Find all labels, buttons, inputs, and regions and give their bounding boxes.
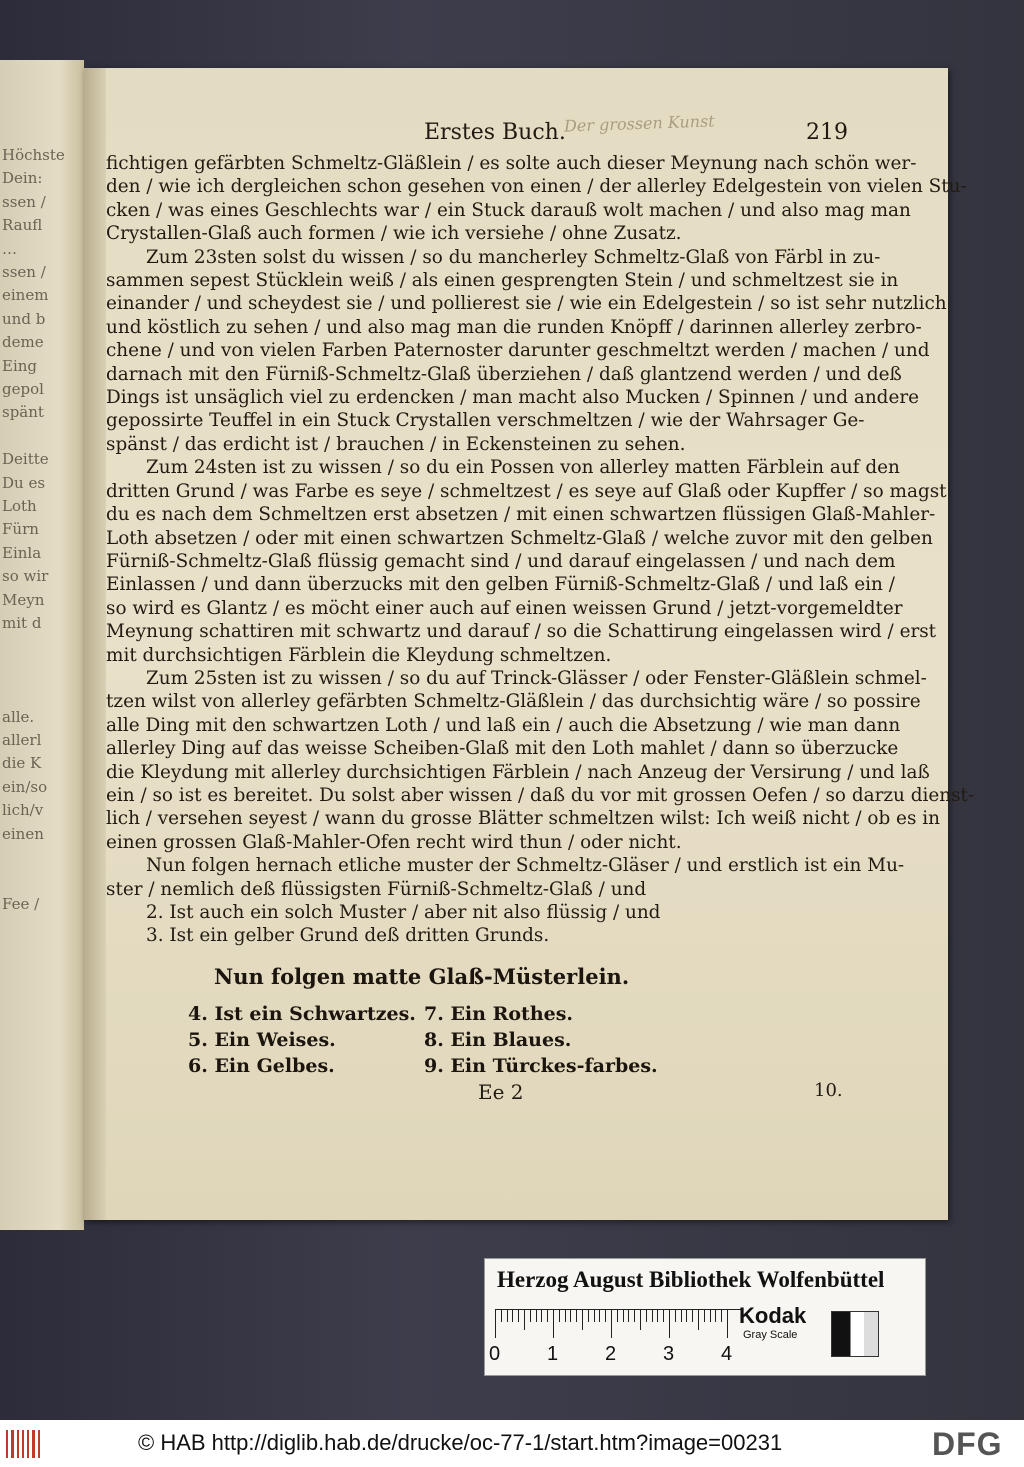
ruler-tick xyxy=(507,1310,508,1322)
page-gutter xyxy=(84,68,106,1220)
ruler-tick xyxy=(553,1310,554,1338)
ruler-number-3: 3 xyxy=(663,1343,675,1365)
ruler-tick xyxy=(576,1310,577,1322)
text-line: und köstlich zu sehen / und also mag man die runden Knöpff / darinnen allerley zerbro- xyxy=(106,316,922,338)
ruler-tick xyxy=(710,1310,711,1322)
ruler-tick xyxy=(536,1310,537,1322)
sample-5: 5. Ein Weises. xyxy=(188,1029,336,1051)
previous-page-fragment: alle. xyxy=(2,707,35,726)
dfg-logo: DFG xyxy=(932,1426,1003,1462)
copyright-link[interactable]: © HAB http://diglib.hab.de/drucke/oc-77-1/start.htm?image=00231 xyxy=(138,1430,783,1455)
ruler-tick xyxy=(565,1310,566,1322)
previous-page-fragment: Loth xyxy=(2,497,37,515)
previous-page-fragment: allerl xyxy=(2,731,42,749)
previous-page-fragment: ssen / xyxy=(2,192,46,211)
text-line: die Kleydung mit allerley durchsichtigen Färblein / nach Anzeug der Versirung / und laß xyxy=(106,761,930,783)
ruler-scale xyxy=(495,1309,743,1340)
text-line: den / wie ich dergleichen schon gesehen von einen / der allerley Edelgestein von vielen Stu- xyxy=(106,176,967,198)
text-line: Zum 23sten solst du wissen / so du mancherley Schmeltz-Glaß von Färbl in zu- xyxy=(146,246,881,268)
previous-page-fragment: ssen / xyxy=(2,263,46,281)
previous-page-edge xyxy=(0,60,84,1230)
previous-page-fragment: Fee / xyxy=(2,894,40,913)
ruler-tick xyxy=(518,1310,519,1322)
ruler-tick xyxy=(512,1310,513,1322)
previous-page-fragment: Fürn xyxy=(2,520,39,539)
text-line: Nun folgen hernach etliche muster der Schmeltz-Gläser / und erstlich ist ein Mu- xyxy=(146,855,905,877)
ruler-tick xyxy=(524,1310,525,1330)
text-line: einen grossen Glaß-Mahler-Ofen recht wird thun / oder nicht. xyxy=(106,831,682,853)
paragraph-4 xyxy=(106,667,975,854)
text-line: Loth absetzen / oder mit einen schwartzen Schmeltz-Glaß / welche zuvor mit den gelben xyxy=(106,527,933,549)
ruler-tick xyxy=(634,1310,635,1322)
ruler-tick xyxy=(646,1310,647,1322)
sample-7: 7. Ein Rothes. xyxy=(424,1003,574,1025)
previous-page-fragment: Meyn xyxy=(2,590,45,609)
previous-page-fragment: Raufl xyxy=(2,216,43,235)
gray-scale-label: Gray Scale xyxy=(743,1329,798,1341)
ruler-tick xyxy=(721,1310,722,1322)
signature-mark: Ee 2 xyxy=(478,1080,524,1104)
paragraph-5 xyxy=(106,854,905,901)
viewer-footer xyxy=(0,1420,1024,1467)
ruler-tick xyxy=(594,1310,595,1322)
ruler-tick xyxy=(663,1310,664,1322)
text-line: Meynung schattiren mit schwartz und darauf / so die Schattirung eingelassen wird / erst xyxy=(106,621,937,643)
previous-page-fragment: einem xyxy=(2,286,49,305)
previous-page-fragment: so wir xyxy=(2,567,49,586)
previous-page-fragment: mit d xyxy=(2,614,42,632)
text-line: ein / so ist es bereitet. Du solst aber wissen / daß du vor mit grossen Oefen / so darzu dienst- xyxy=(106,784,975,806)
ruler-tick xyxy=(501,1310,502,1322)
list-item-2: 2. Ist auch ein solch Muster / aber nit also flüssig / und xyxy=(146,902,661,923)
text-line: Fürniß-Schmeltz-Glaß flüssig gemacht sind / und darauf eingelassen / und nach dem xyxy=(106,550,896,572)
ruler-number-4: 4 xyxy=(721,1343,733,1365)
paragraph-2 xyxy=(106,246,947,457)
text-line: spänst / das erdicht ist / brauchen / in Eckensteinen zu sehen. xyxy=(106,433,686,455)
text-line: sammen sepest Stücklein weiß / als einen gesprengten Stein / und schmeltzest sie in xyxy=(106,270,899,292)
previous-page-fragment: spänt xyxy=(2,403,44,422)
text-line: chene / und von vielen Farben Paternoster darunter geschmeltzt werden / machen / und xyxy=(106,340,930,362)
ruler-tick xyxy=(657,1310,658,1322)
text-line: tzen wilst von allerley gefärbten Schmeltz-Gläßlein / das durchsichtig wäre / so possire xyxy=(106,691,921,713)
ruler-tick xyxy=(541,1310,542,1322)
previous-page-fragment: und b xyxy=(2,309,46,328)
previous-page-fragment: … xyxy=(2,239,17,258)
samples-heading: Nun folgen matte Glaß-Müsterlein. xyxy=(214,964,630,989)
ruler-tick xyxy=(495,1310,496,1338)
text-line: Zum 25sten ist zu wissen / so du auf Trinck-Glässer / oder Fenster-Gläßlein schmel- xyxy=(146,667,927,689)
sample-6: 6. Ein Gelbes. xyxy=(188,1055,335,1077)
previous-page-fragment: ein/so xyxy=(2,777,48,796)
ruler-tick xyxy=(727,1310,728,1338)
previous-page-fragment: deme xyxy=(2,333,44,352)
ruler-tick xyxy=(547,1310,548,1322)
bleed-through-text: Der grossen Kunst xyxy=(563,111,715,136)
ruler-tick xyxy=(652,1310,653,1322)
ruler-tick xyxy=(570,1310,571,1322)
previous-page-fragment: einen xyxy=(2,824,44,843)
text-line: dritten Grund / was Farbe es seye / schmeltzest / es seye auf Glaß oder Kupffer / so magst xyxy=(106,480,947,502)
gray-scale-patch xyxy=(831,1311,879,1357)
text-line: Dings ist unsäglich viel zu erdencken / man macht also Mucken / Spinnen / und andere xyxy=(106,387,920,409)
text-line: ster / nemlich deß flüssigsten Fürniß-Schmeltz-Glaß / und xyxy=(106,878,647,900)
ruler-tick xyxy=(704,1310,705,1322)
ruler-number-1: 1 xyxy=(547,1343,559,1365)
ruler-number-2: 2 xyxy=(605,1343,617,1365)
sample-8: 8. Ein Blaues. xyxy=(424,1029,572,1051)
sample-4: 4. Ist ein Schwartzes. xyxy=(188,1003,416,1025)
ruler-tick xyxy=(698,1310,699,1330)
previous-page-fragment: die K xyxy=(2,754,42,773)
paragraph-3 xyxy=(106,456,947,667)
running-title: Erstes Buch. xyxy=(424,120,566,145)
kodak-logo: Kodak xyxy=(739,1303,807,1328)
library-name: Herzog August Bibliothek Wolfenbüttel xyxy=(497,1267,885,1292)
samples-list xyxy=(188,1002,708,1078)
ruler-tick xyxy=(686,1310,687,1322)
ruler-tick xyxy=(599,1310,600,1322)
text-line: mit durchsichtigen Färblein die Kleydung schmeltzen. xyxy=(106,644,612,666)
running-head xyxy=(84,120,948,150)
paragraph-1 xyxy=(106,152,967,246)
text-line: allerley Ding auf das weisse Scheiben-Glaß mit den Loth mahlet / dann so überzucke xyxy=(106,738,899,760)
page-number: 219 xyxy=(806,120,848,145)
ruler-tick xyxy=(611,1310,612,1338)
ruler-tick xyxy=(588,1310,589,1322)
text-line: alle Ding mit den schwartzen Loth / und laß ein / auch die Absetzung / wie man dann xyxy=(106,714,901,736)
text-line: Einlassen / und dann überzucks mit den gelben Fürniß-Schmeltz-Glaß / und laß ein / xyxy=(106,574,895,596)
ruler-tick xyxy=(669,1310,670,1338)
ruler-tick xyxy=(582,1310,583,1330)
library-card xyxy=(484,1258,926,1376)
text-line: gepossirte Teuffel in ein Stuck Crystallen verschmeltzen / wie der Wahrsager Ge- xyxy=(106,410,865,432)
ruler-tick xyxy=(681,1310,682,1322)
text-line: darnach mit den Fürniß-Schmeltz-Glaß überziehen / daß glantzend werden / und deß xyxy=(106,363,902,385)
ruler-tick xyxy=(623,1310,624,1322)
text-line: Zum 24sten ist zu wissen / so du ein Possen von allerley matten Färblein auf den xyxy=(146,457,900,479)
ruler-numbers xyxy=(489,1343,749,1367)
ruler-tick xyxy=(628,1310,629,1322)
previous-page-fragment: Du es xyxy=(2,473,46,492)
list-item-3: 3. Ist ein gelber Grund deß dritten Grunds. xyxy=(146,925,550,947)
ruler-tick xyxy=(530,1310,531,1322)
text-line: lich / versehen seyest / wann du grosse Blätter schmeltzen wilst: Ich weiß nicht / ob es in xyxy=(106,808,940,830)
ruler-number-0: 0 xyxy=(489,1343,501,1365)
catchword: 10. xyxy=(814,1080,843,1101)
previous-page-fragment: Einla xyxy=(2,543,42,562)
text-line: einander / und scheydest sie / und pollierest sie / wie ein Edelgestein / so ist sehr nutzlich xyxy=(106,293,947,315)
previous-page-fragment: Dein: xyxy=(2,169,43,188)
text-line: so wird es Glantz / es möcht einer auch auf einen weissen Grund / jetzt-vorgemeldter xyxy=(106,597,903,619)
hab-logo-icon xyxy=(6,1430,40,1458)
previous-page-fragment: Höchste xyxy=(2,146,65,164)
sample-9: 9. Ein Türckes-farbes. xyxy=(424,1055,658,1077)
text-line: Crystallen-Glaß auch formen / wie ich versiehe / ohne Zusatz. xyxy=(106,223,682,245)
ruler-tick xyxy=(692,1310,693,1322)
previous-page-fragment: gepol xyxy=(2,380,44,398)
book-page xyxy=(84,68,975,1220)
text-line: cken / was eines Geschlechts war / ein Stuck darauß wolt machen / und also mag man xyxy=(106,199,911,221)
text-line: du es nach dem Schmeltzen erst absetzen / mit einen schwartzen flüssigen Glaß-Mahler- xyxy=(106,504,936,526)
previous-page-fragment: Deitte xyxy=(2,450,49,469)
ruler-tick xyxy=(559,1310,560,1322)
previous-page-fragment: Eing xyxy=(2,356,38,375)
text-line: fichtigen gefärbten Schmeltz-Gläßlein / es solte auch dieser Meynung nach schön wer- xyxy=(106,153,917,174)
ruler-tick xyxy=(605,1310,606,1322)
ruler-tick xyxy=(675,1310,676,1322)
ruler-tick xyxy=(640,1310,641,1330)
ruler-tick xyxy=(617,1310,618,1322)
ruler-tick xyxy=(715,1310,716,1322)
body-text xyxy=(106,152,975,948)
previous-page-fragment: lich/v xyxy=(2,801,44,820)
